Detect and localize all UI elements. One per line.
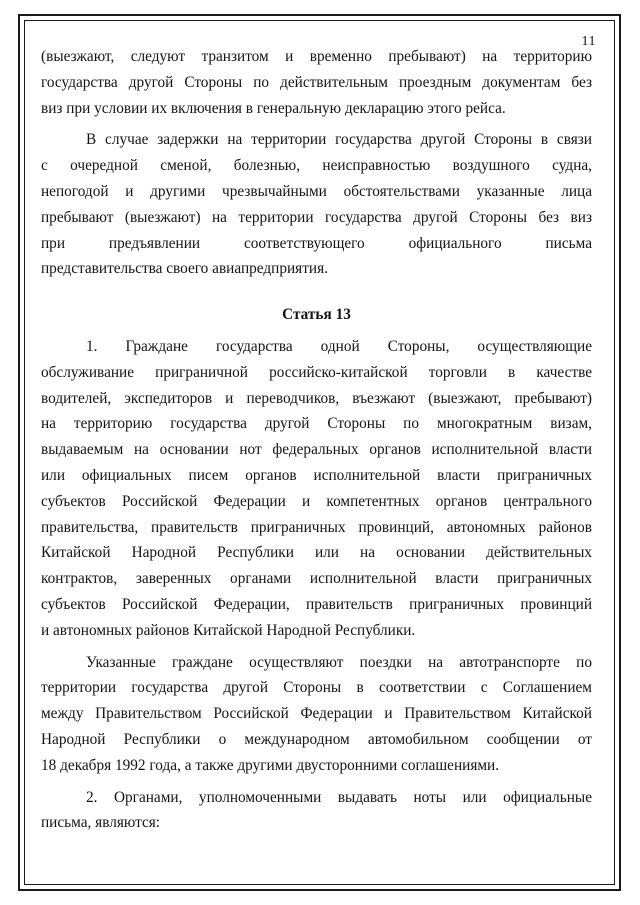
text-line: Народной Республики о международном автомобильном сообщении от	[41, 730, 592, 748]
text-line: 2. Органами, уполномоченными выдавать ноты или официальные	[86, 788, 592, 806]
text-line: субъектов Российской Федерации и компетентных органов центрального	[41, 492, 592, 510]
text-line: субъектов Российской Федерации, правительств приграничных провинций	[41, 595, 592, 613]
text-line: с очередной сменой, болезнью, неисправностью воздушного судна,	[41, 157, 592, 175]
text-line: письма, являются:	[41, 814, 161, 832]
text-line: (выезжают, следуют транзитом и временно пребывают) на территорию	[41, 48, 592, 65]
text-line: 1. Граждане государства одной Стороны, осуществляющие	[86, 337, 592, 355]
text-line: 18 декабря 1992 года, а также другими двусторонними соглашениями.	[41, 756, 500, 774]
text-line: обслуживание приграничной российско-китайской торговли в качестве	[41, 363, 592, 381]
text-line: контрактов, заверенных органами исполнительной власти приграничных	[41, 570, 592, 588]
text-line: между Правительством Российской Федерации и Правительством Китайской	[41, 705, 592, 723]
text-line: правительства, правительств приграничных провинций, автономных районов	[41, 518, 592, 536]
text-line: территории государства другой Стороны в соответствии с Соглашением	[41, 679, 592, 697]
paragraph-transport	[41, 650, 592, 779]
text-line: государства другой Стороны по действительным проездным документам без	[41, 73, 592, 91]
text-line: Китайской Народной Республики или на основании действительных	[41, 544, 592, 562]
text-line: при предъявлении соответствующего официального письма	[41, 234, 592, 252]
text-line: водителей, экспедиторов и переводчиков, въезжают (выезжают, пребывают)	[41, 389, 592, 407]
text-line: пребывают (выезжают) на территории государства другой Стороны без виз	[41, 208, 592, 226]
text-line: или официальных писем органов исполнительной власти приграничных	[41, 466, 592, 484]
article-heading: Статья 13	[282, 306, 351, 324]
paragraph-article-13-2	[41, 785, 592, 837]
text-line: на территорию государства другой Стороны по многократным визам,	[41, 415, 592, 433]
text-line: В случае задержки на территории государства другой Стороны в связи	[86, 131, 592, 149]
text-line: выдаваемым на основании нот федеральных органов исполнительной власти	[41, 441, 592, 459]
paragraph-delay	[41, 127, 592, 282]
paragraph-article-13-1	[41, 334, 592, 644]
text-line: и автономных районов Китайской Народной Республики.	[41, 621, 416, 639]
paragraph-continuation	[41, 44, 592, 121]
text-line: представительства своего авиапредприятия.	[41, 260, 328, 278]
text-line: непогодой и другими чрезвычайными обстоятельствами указанные лица	[41, 182, 592, 200]
document-body	[41, 44, 592, 836]
page-number: 11	[581, 34, 596, 49]
text-line: Указанные граждане осуществляют поездки на автотранспорте по	[86, 653, 592, 671]
text-line: виз при условии их включения в генеральную декларацию этого рейса.	[41, 99, 506, 117]
